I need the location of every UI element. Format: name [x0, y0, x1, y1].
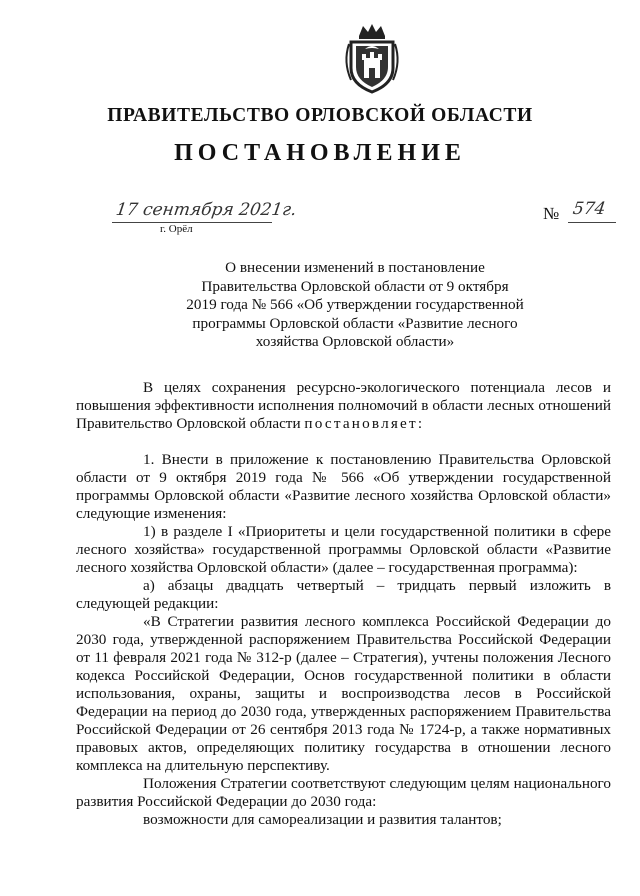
paragraph-item-1-1: 1) в разделе I «Приоритеты и цели государственной политики в сфере лесного хозяйства» государственной программы Орловской области «Развитие лесного хозяйства Орловской области» (далее – государственная программа):	[76, 523, 611, 576]
paragraph-item-1: 1. Внести в приложение к постановлению Правительства Орловской области от 9 октября 2019 года № 566 «Об утверждении государственной программы Орловской области «Развитие лесного хозяйства Орловской области» следующие изменения:	[76, 451, 611, 522]
intro-paragraph	[76, 379, 611, 433]
document-date: 17 сентября 2021г.	[114, 200, 298, 220]
subject-line: 2019 года № 566 «Об утверждении государственной	[186, 296, 524, 313]
quote-paragraph: возможности для самореализации и развития талантов;	[143, 811, 502, 828]
quote-paragraph: «В Стратегии развития лесного комплекса Российской Федерации до 2030 года, утвержденной распоряжением Правительства Российской Федерации от 11 февраля 2021 года № 312-р (далее – Стратегия), учтены положения Лесного кодекса Российской Федерации, Основ государственной политики в области использования, охраны, защиты и воспроизводства лесов в Российской Федерации на период до 2030 года, утвержденных распоряжением Правительства Российской Федерации от 26 сентября 2013 года № 1724-р, а также нормативных правовых актов, определяющих политику государства в отношении лесного комплекса на длительную перспективу.	[76, 613, 611, 774]
subject-line: Правительства Орловской области от 9 октября	[201, 277, 509, 295]
subject-line: программы Орловской области «Развитие лесного	[192, 314, 518, 332]
document-type-title: ПОСТАНОВЛЕНИЕ	[174, 140, 466, 166]
document-place: г. Орёл	[160, 223, 193, 235]
intro-verb: постановляет:	[304, 415, 425, 432]
intro-text: В целях сохранения ресурсно-экологического потенциала лесов и повышения эффективности исполнения полномочий в области лесных отношений Правительство Орловской области	[76, 379, 611, 432]
quote-paragraph: Положения Стратегии соответствуют следующим целям национального развития Российской Федерации до 2030 года:	[76, 775, 611, 810]
government-title: ПРАВИТЕЛЬСТВО ОРЛОВСКОЙ ОБЛАСТИ	[107, 105, 533, 126]
document-subject	[150, 259, 560, 352]
number-underline	[568, 222, 616, 223]
number-sign: №	[543, 204, 560, 223]
paragraph-item-1-1-a: а) абзацы двадцать четвертый – тридцать первый изложить в следующей редакции:	[76, 577, 611, 612]
document-number: 574	[571, 199, 607, 219]
subject-line: хозяйства Орловской области»	[255, 333, 455, 350]
document-body	[76, 379, 611, 829]
orel-coat-of-arms-icon	[337, 22, 407, 94]
subject-line: О внесении изменений в постановление	[225, 259, 485, 276]
